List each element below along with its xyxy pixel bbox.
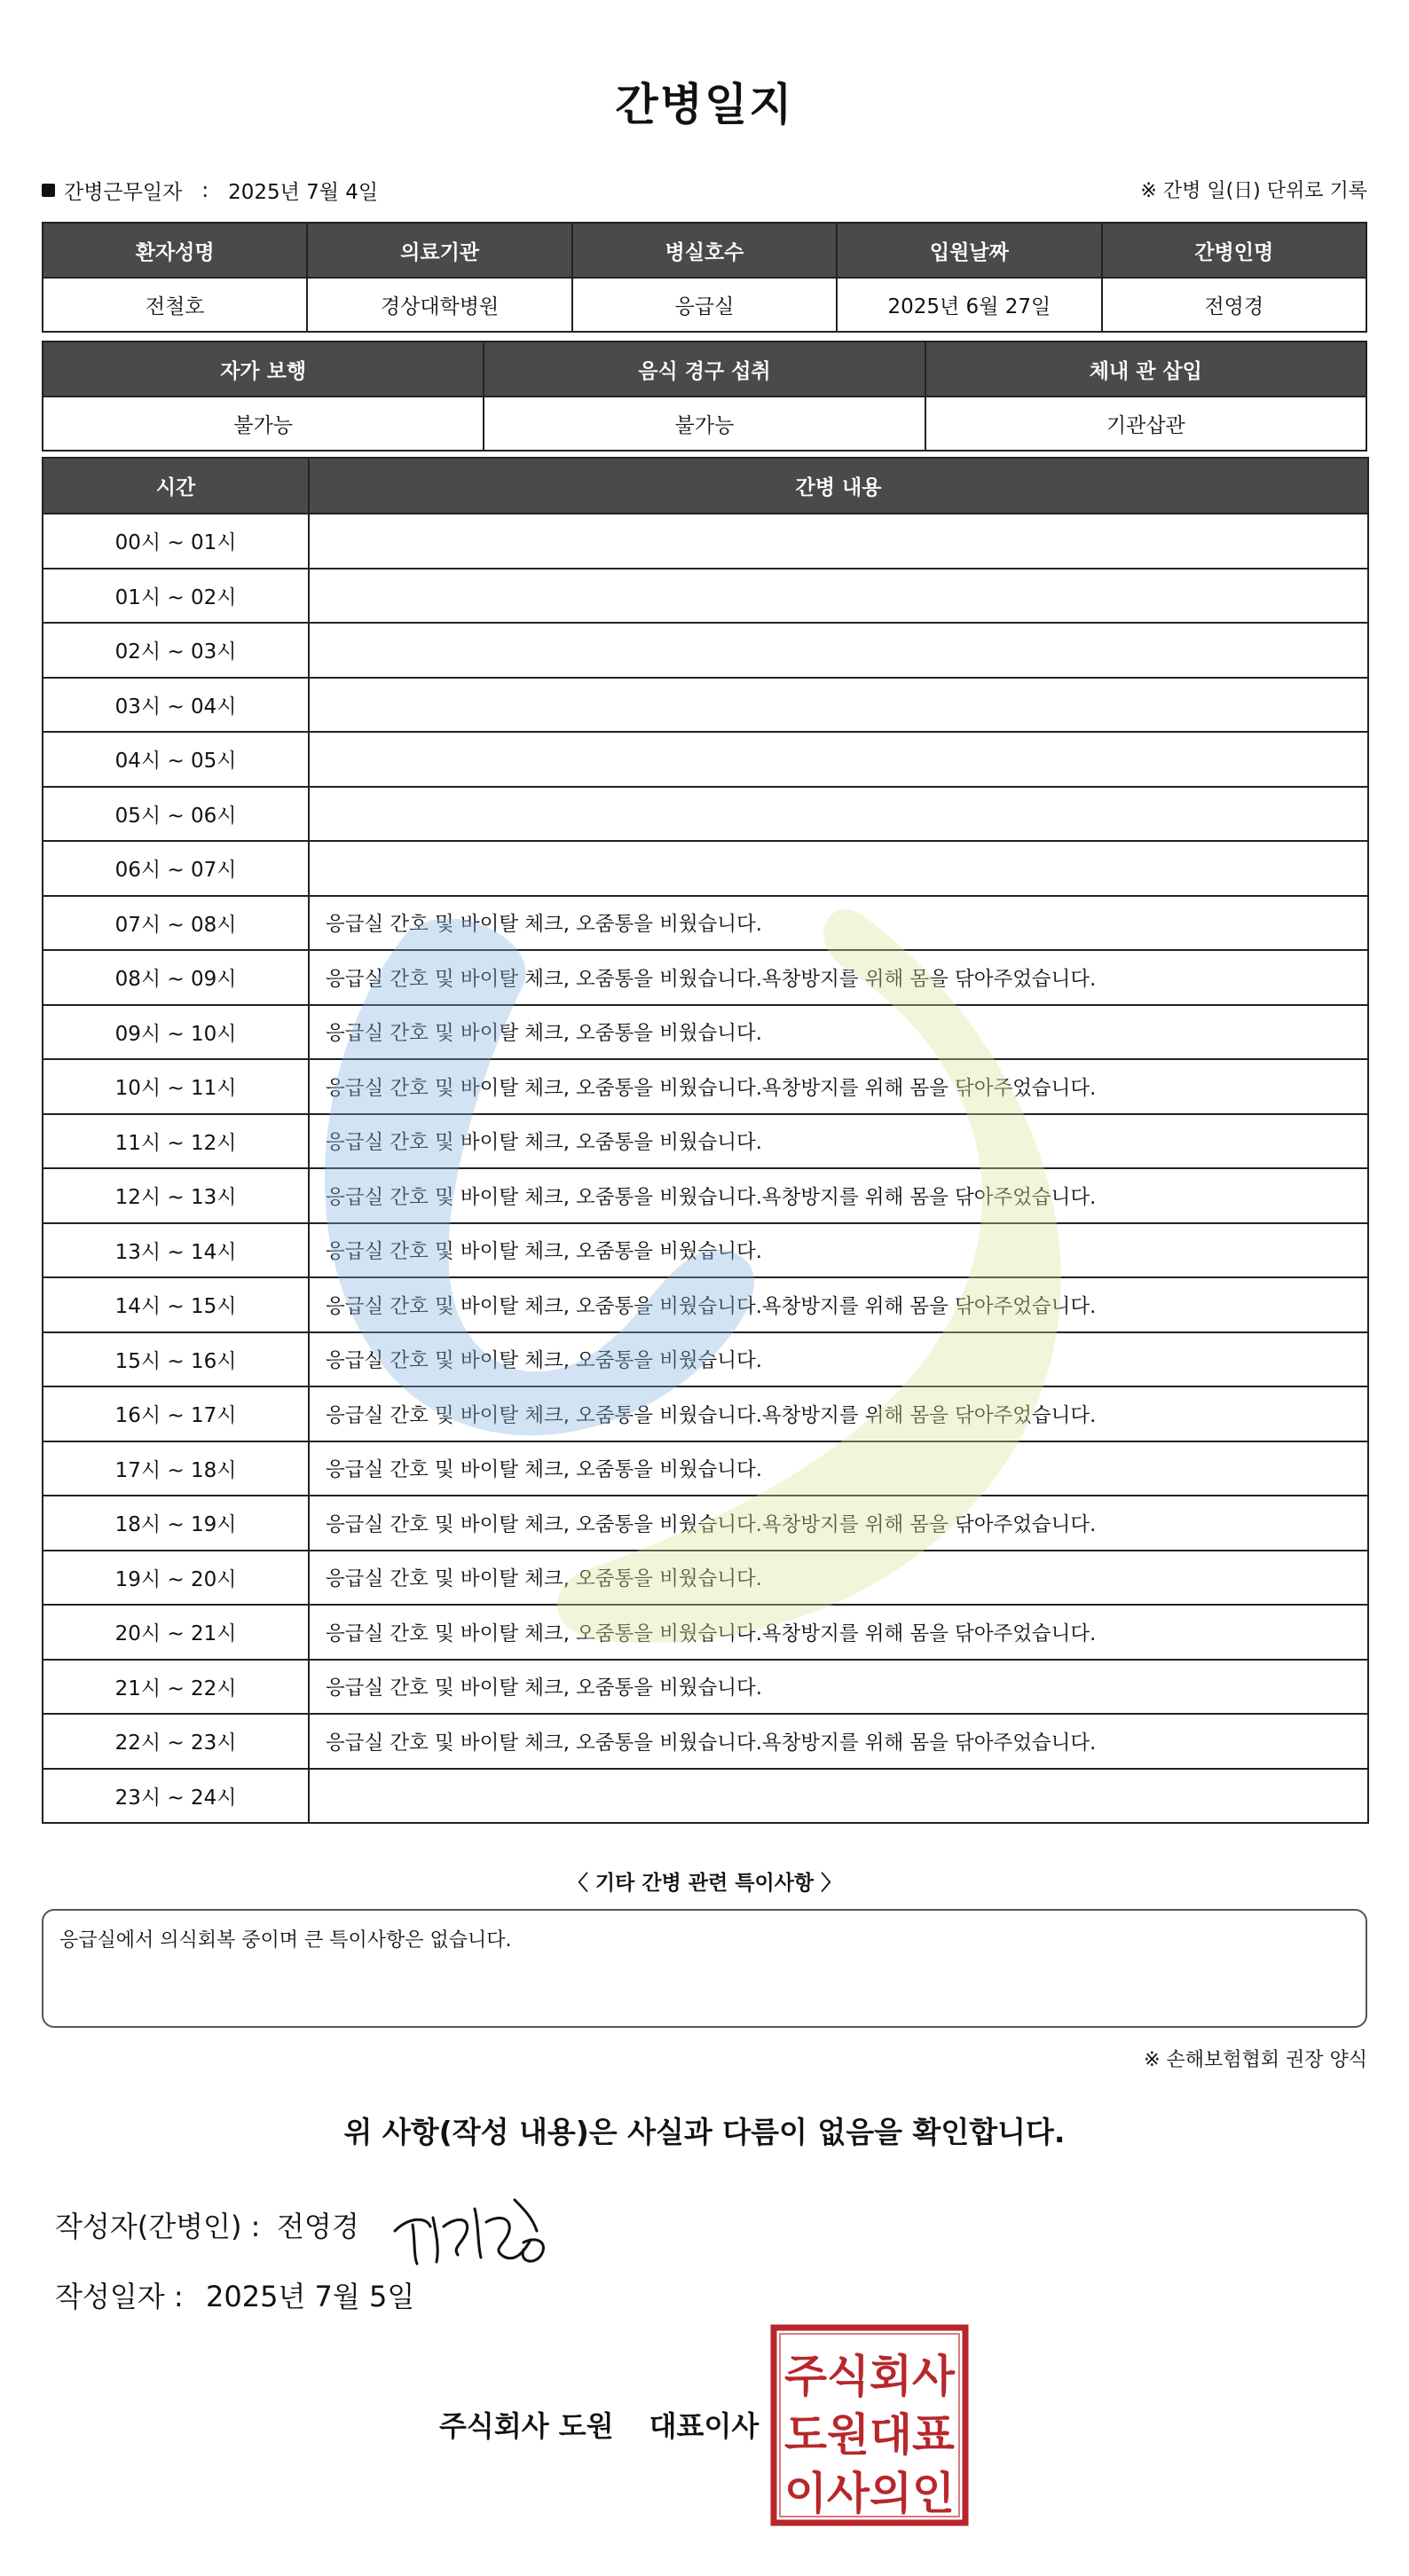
care-log-row	[43, 1714, 1368, 1769]
care-log-row	[43, 1769, 1368, 1824]
care-log-row	[43, 678, 1368, 733]
log-time-cell: 08시 ~ 09시	[43, 950, 309, 1005]
walking-status: 불가능	[43, 397, 484, 451]
medical-institution: 경상대학병원	[307, 278, 571, 332]
care-log-row	[43, 896, 1368, 951]
oral-intake-status: 불가능	[484, 397, 925, 451]
log-time-cell: 06시 ~ 07시	[43, 841, 309, 896]
log-time-cell: 00시 ~ 01시	[43, 514, 309, 569]
log-content-cell: 응급실 간호 및 바이탈 체크, 오줌통을 비웠습니다.욕창방지를 위해 몸을 닦아주었습니다.	[309, 1386, 1368, 1441]
care-log-row	[43, 732, 1368, 787]
writer-line	[55, 2204, 359, 2245]
log-content-cell: 응급실 간호 및 바이탈 체크, 오줌통을 비웠습니다.	[309, 1223, 1368, 1278]
care-log-row	[43, 514, 1368, 569]
notes-title: 〈 기타 간병 관련 특이사항 〉	[567, 1872, 842, 1895]
log-content-cell	[309, 1769, 1368, 1824]
signature-image	[390, 2191, 559, 2271]
care-log-row	[43, 1332, 1368, 1387]
log-time-cell: 20시 ~ 21시	[43, 1605, 309, 1660]
care-log-row	[43, 841, 1368, 896]
log-content-cell: 응급실 간호 및 바이탈 체크, 오줌통을 비웠습니다.욕창방지를 위해 몸을 닦아주었습니다.	[309, 1714, 1368, 1769]
log-time-cell: 18시 ~ 19시	[43, 1496, 309, 1551]
patient-header: 환자성명	[43, 223, 307, 278]
log-content-cell: 응급실 간호 및 바이탈 체크, 오줌통을 비웠습니다.	[309, 1005, 1368, 1060]
log-content-cell: 응급실 간호 및 바이탈 체크, 오줌통을 비웠습니다.욕창방지를 위해 몸을 닦아주었습니다.	[309, 1605, 1368, 1660]
patient-header: 간병인명	[1102, 223, 1366, 278]
log-time-cell: 22시 ~ 23시	[43, 1714, 309, 1769]
log-header-time: 시간	[43, 458, 309, 514]
log-content-cell: 응급실 간호 및 바이탈 체크, 오줌통을 비웠습니다.욕창방지를 위해 몸을 닦아주었습니다.	[309, 1496, 1368, 1551]
care-log-row	[43, 1551, 1368, 1606]
log-content-cell: 응급실 간호 및 바이탈 체크, 오줌통을 비웠습니다.욕창방지를 위해 몸을 닦아주었습니다.	[309, 950, 1368, 1005]
care-log-row	[43, 1386, 1368, 1441]
care-log-body	[43, 514, 1368, 1823]
log-time-cell: 02시 ~ 03시	[43, 623, 309, 678]
recommendation-note: ※ 손해보험협회 권장 양식	[1144, 2049, 1367, 2071]
status-header: 체내 관 삽입	[925, 342, 1366, 397]
work-date-value: 2025년 7월 4일	[228, 181, 379, 204]
care-log-row	[43, 1441, 1368, 1496]
tube-insertion-status: 기관삽관	[925, 397, 1366, 451]
patient-info-table	[42, 222, 1367, 333]
care-log-row	[43, 1277, 1368, 1332]
care-log-row	[43, 787, 1368, 842]
care-log-row	[43, 1114, 1368, 1169]
care-log-row	[43, 1005, 1368, 1060]
seal-text-line: 이사의인	[784, 2468, 955, 2519]
log-content-cell	[309, 787, 1368, 842]
log-time-cell: 11시 ~ 12시	[43, 1114, 309, 1169]
log-time-cell: 10시 ~ 11시	[43, 1059, 309, 1114]
log-time-cell: 12시 ~ 13시	[43, 1168, 309, 1223]
log-content-cell: 응급실 간호 및 바이탈 체크, 오줌통을 비웠습니다.	[309, 896, 1368, 951]
log-content-cell	[309, 569, 1368, 624]
written-date-line	[55, 2274, 414, 2315]
log-content-cell	[309, 732, 1368, 787]
work-date-label: 간병근무일자	[64, 181, 183, 204]
log-content-cell: 응급실 간호 및 바이탈 체크, 오줌통을 비웠습니다.욕창방지를 위해 몸을 닦아주었습니다.	[309, 1059, 1368, 1114]
log-time-cell: 16시 ~ 17시	[43, 1386, 309, 1441]
log-content-cell: 응급실 간호 및 바이탈 체크, 오줌통을 비웠습니다.	[309, 1114, 1368, 1169]
care-log-row	[43, 950, 1368, 1005]
log-time-cell: 23시 ~ 24시	[43, 1769, 309, 1824]
status-header: 자가 보행	[43, 342, 484, 397]
notes-text: 응급실에서 의식회복 중이며 큰 특이사항은 없습니다.	[59, 1929, 512, 1952]
patient-header: 의료기관	[307, 223, 571, 278]
notes-box	[42, 1909, 1367, 2028]
square-bullet-icon	[42, 184, 55, 197]
log-time-cell: 07시 ~ 08시	[43, 896, 309, 951]
care-log-row	[43, 1223, 1368, 1278]
log-time-cell: 17시 ~ 18시	[43, 1441, 309, 1496]
care-log-row	[43, 623, 1368, 678]
patient-header: 병실호수	[572, 223, 837, 278]
writer-label: 작성자(간병인) :	[55, 2210, 261, 2243]
company-name: 주식회사 도원	[439, 2409, 614, 2443]
log-time-cell: 05시 ~ 06시	[43, 787, 309, 842]
log-time-cell: 09시 ~ 10시	[43, 1005, 309, 1060]
log-content-cell: 응급실 간호 및 바이탈 체크, 오줌통을 비웠습니다.	[309, 1551, 1368, 1606]
log-time-cell: 15시 ~ 16시	[43, 1332, 309, 1387]
log-content-cell	[309, 841, 1368, 896]
log-time-cell: 19시 ~ 20시	[43, 1551, 309, 1606]
seal-text-line: 주식회사	[784, 2351, 956, 2402]
company-seal-stamp	[770, 2324, 969, 2526]
log-content-cell: 응급실 간호 및 바이탈 체크, 오줌통을 비웠습니다.욕창방지를 위해 몸을 닦아주었습니다.	[309, 1168, 1368, 1223]
unit-note: ※ 간병 일(日) 단위로 기록	[1140, 180, 1367, 202]
separator: :	[201, 178, 209, 202]
log-time-cell: 13시 ~ 14시	[43, 1223, 309, 1278]
company-representative: 대표이사	[649, 2409, 760, 2443]
log-content-cell	[309, 623, 1368, 678]
care-log-row	[43, 1168, 1368, 1223]
written-date-label: 작성일자 :	[55, 2280, 184, 2313]
log-time-cell: 14시 ~ 15시	[43, 1277, 309, 1332]
log-time-cell: 01시 ~ 02시	[43, 569, 309, 624]
care-log-row	[43, 1059, 1368, 1114]
log-content-cell: 응급실 간호 및 바이탈 체크, 오줌통을 비웠습니다.	[309, 1441, 1368, 1496]
written-date-value: 2025년 7월 5일	[206, 2280, 415, 2313]
log-content-cell: 응급실 간호 및 바이탈 체크, 오줌통을 비웠습니다.	[309, 1332, 1368, 1387]
confirmation-statement: 위 사항(작성 내용)은 사실과 다름이 없음을 확인합니다.	[343, 2115, 1066, 2149]
seal-text-line: 도원대표	[784, 2409, 956, 2461]
status-header: 음식 경구 섭취	[484, 342, 925, 397]
care-log-row	[43, 1660, 1368, 1715]
page-title: 간병일지	[615, 79, 794, 130]
company-line	[439, 2404, 759, 2445]
log-time-cell: 04시 ~ 05시	[43, 732, 309, 787]
writer-name: 전영경	[277, 2210, 359, 2243]
log-content-cell	[309, 514, 1368, 569]
log-content-cell	[309, 678, 1368, 733]
log-content-cell: 응급실 간호 및 바이탈 체크, 오줌통을 비웠습니다.욕창방지를 위해 몸을 닦아주었습니다.	[309, 1277, 1368, 1332]
work-date	[42, 176, 378, 205]
care-log-row	[43, 1605, 1368, 1660]
patient-name: 전철호	[43, 278, 307, 332]
patient-status-table	[42, 341, 1367, 452]
admission-date: 2025년 6월 27일	[837, 278, 1101, 332]
log-content-cell: 응급실 간호 및 바이탈 체크, 오줌통을 비웠습니다.	[309, 1660, 1368, 1715]
care-log-row	[43, 1496, 1368, 1551]
care-log-table	[42, 457, 1369, 1824]
caregiver-name: 전영경	[1102, 278, 1366, 332]
log-header-content: 간병 내용	[309, 458, 1368, 514]
meta-row	[42, 176, 1367, 208]
log-time-cell: 21시 ~ 22시	[43, 1660, 309, 1715]
patient-header: 입원날짜	[837, 223, 1101, 278]
log-time-cell: 03시 ~ 04시	[43, 678, 309, 733]
care-log-row	[43, 569, 1368, 624]
room-number: 응급실	[572, 278, 837, 332]
